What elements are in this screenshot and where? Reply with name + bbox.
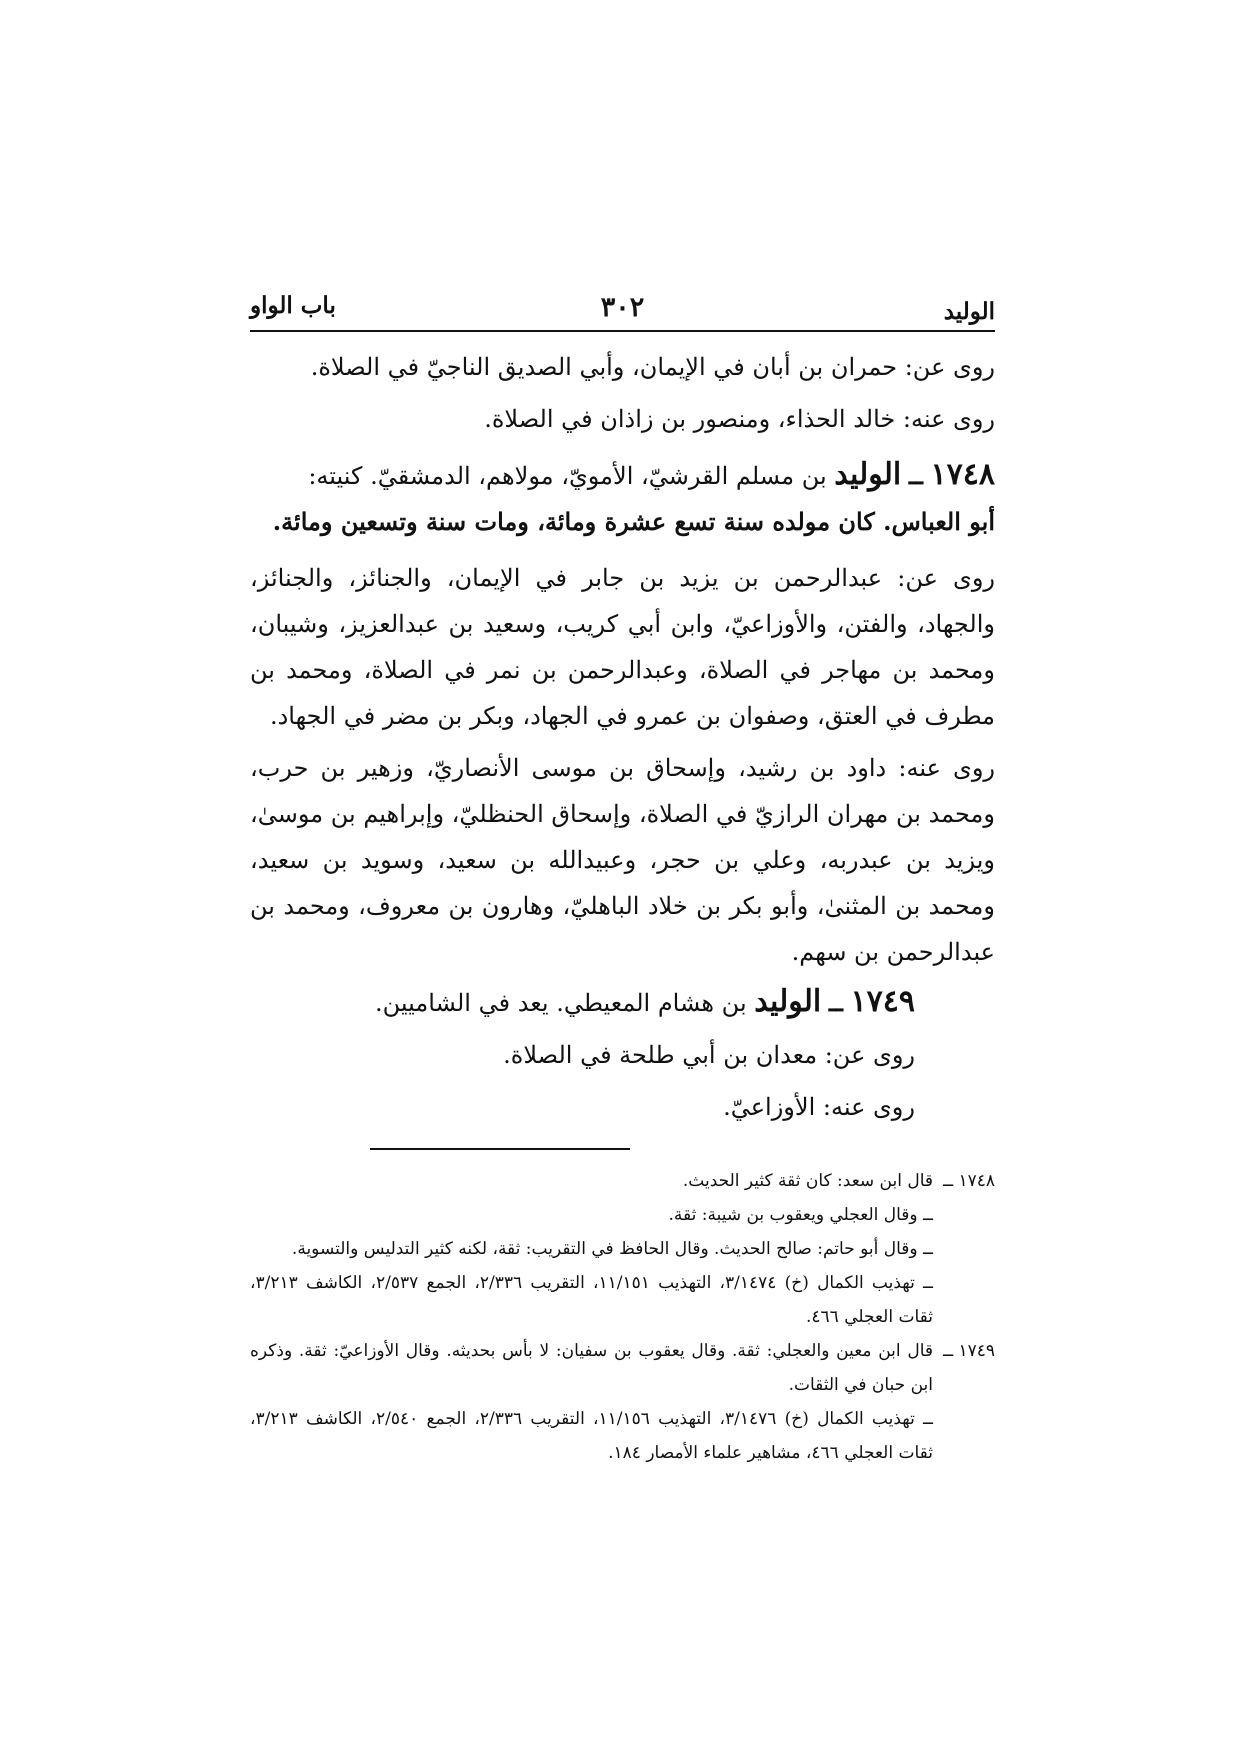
footnote-1748-number: ١٧٤٨ ــ <box>943 1171 995 1191</box>
footnote-1749-text <box>250 1334 933 1470</box>
prev-narrated-by: روى عنه: خالد الحذاء، ومنصور بن زاذان في الصلاة. <box>484 405 995 433</box>
footnote-rule <box>370 1148 630 1150</box>
header-section-title: الوليد <box>943 298 995 325</box>
footnote-1748 <box>250 1164 995 1334</box>
entry-1749-narrated-from: روى عن: معدان بن أبي طلحة في الصلاة. <box>503 1041 915 1069</box>
entry-1749-narrated-by: روى عنه: الأوزاعيّ. <box>723 1093 915 1121</box>
book-page <box>250 290 995 1470</box>
entry-1749-name: الوليد <box>754 984 822 1019</box>
footnotes <box>250 1164 995 1470</box>
running-header <box>250 290 995 330</box>
header-rule <box>250 330 995 332</box>
entry-1749-dash: ــ <box>828 988 843 1017</box>
entry-1749-bio-text: بن هشام المعيطي. يعد في الشاميين. <box>375 989 747 1017</box>
prev-narrated-from: روى عن: حمران بن أبان في الإيمان، وأبي الصديق الناجيّ في الصلاة. <box>310 353 995 381</box>
entry-1748-number: ١٧٤٨ <box>930 457 995 492</box>
footnote-1749-line1: قال ابن معين والعجلي: ثقة. وقال يعقوب بن سفيان: لا بأس بحديثه. وقال الأوزاعيّ: ثقة. وذكره ابن حبان في الثقات. <box>250 1341 933 1395</box>
footnote-1748-line3: ــ وقال أبو حاتم: صالح الحديث. وقال الحافظ في التقريب: ثقة، لكنه كثير التدليس والتسوية. <box>291 1239 933 1259</box>
footnote-1748-text <box>250 1164 933 1334</box>
entry-1748-narrated-from: روى عن: عبدالرحمن بن يزيد بن جابر في الإيمان، والجنائز، والجنائز، والجهاد، والفتن، والأوزاعيّ، وابن أبي كريب، وسعيد بن عبدالعزيز، وشيبان، ومحمد بن مهاجر في الصلاة، وعبدالرحمن بن نمر في الصلاة، ومحمد بن مطرف في العتق، وصفوان بن عمرو في الجهاد، وبكر بن مضر في الجهاد. <box>250 564 995 730</box>
entry-1748-narrated-by: روى عنه: داود بن رشيد، وإسحاق بن موسى الأنصاريّ، وزهير بن حرب، ومحمد بن مهران الرازيّ في الصلاة، وإسحاق الحنظليّ، وإبراهيم بن موسىٰ، ويزيد بن عبدربه، وعلي بن حجر، وعبيدالله بن سعيد، وسويد بن سعيد، ومحمد بن المثنىٰ، وأبو بكر بن خلاد الباهليّ، وهارون بن معروف، ومحمد بن عبدالرحمن بن سهم. <box>250 754 995 966</box>
footnote-1748-line1: قال ابن سعد: كان ثقة كثير الحديث. <box>682 1171 933 1191</box>
footnote-1748-line2: ــ وقال العجلي ويعقوب بن شيبة: ثقة. <box>668 1205 933 1225</box>
entry-1749-number: ١٧٤٩ <box>850 984 915 1019</box>
page-number: ٣٠٢ <box>600 292 645 323</box>
entry-1748-dash: ــ <box>908 461 923 490</box>
entry-1748-bio-line2: أبو العباس. كان مولده سنة تسع عشرة ومائة، ومات سنة وتسعين ومائة. <box>272 507 995 536</box>
entry-1748-bio-line1: بن مسلم القرشيّ، الأمويّ، مولاهم، الدمشقيّ. كنيته: <box>308 462 827 490</box>
entry-1748-name: الوليد <box>834 457 902 492</box>
entry-1749-bio <box>250 979 995 1026</box>
entry-1748-bio <box>250 452 995 545</box>
footnote-1749-number: ١٧٤٩ ــ <box>943 1341 995 1361</box>
header-chapter-title: باب الواو <box>250 292 336 319</box>
footnote-1749 <box>250 1334 995 1470</box>
footnote-1748-line4: ــ تهذيب الكمال (خ) ٣/١٤٧٤، التهذيب ١١/١٥١، التقريب ٢/٣٣٦، الجمع ٢/٥٣٧، الكاشف ٣/٢١٣، ثقات العجلي ٤٦٦. <box>250 1273 934 1327</box>
footnote-1749-line2: ــ تهذيب الكمال (خ) ٣/١٤٧٦، التهذيب ١١/١٥٦، التقريب ٢/٣٣٦، الجمع ٢/٥٤٠، الكاشف ٣/٢١٣، ثقات العجلي ٤٦٦، مشاهير علماء الأمصار ١٨٤. <box>250 1409 934 1463</box>
